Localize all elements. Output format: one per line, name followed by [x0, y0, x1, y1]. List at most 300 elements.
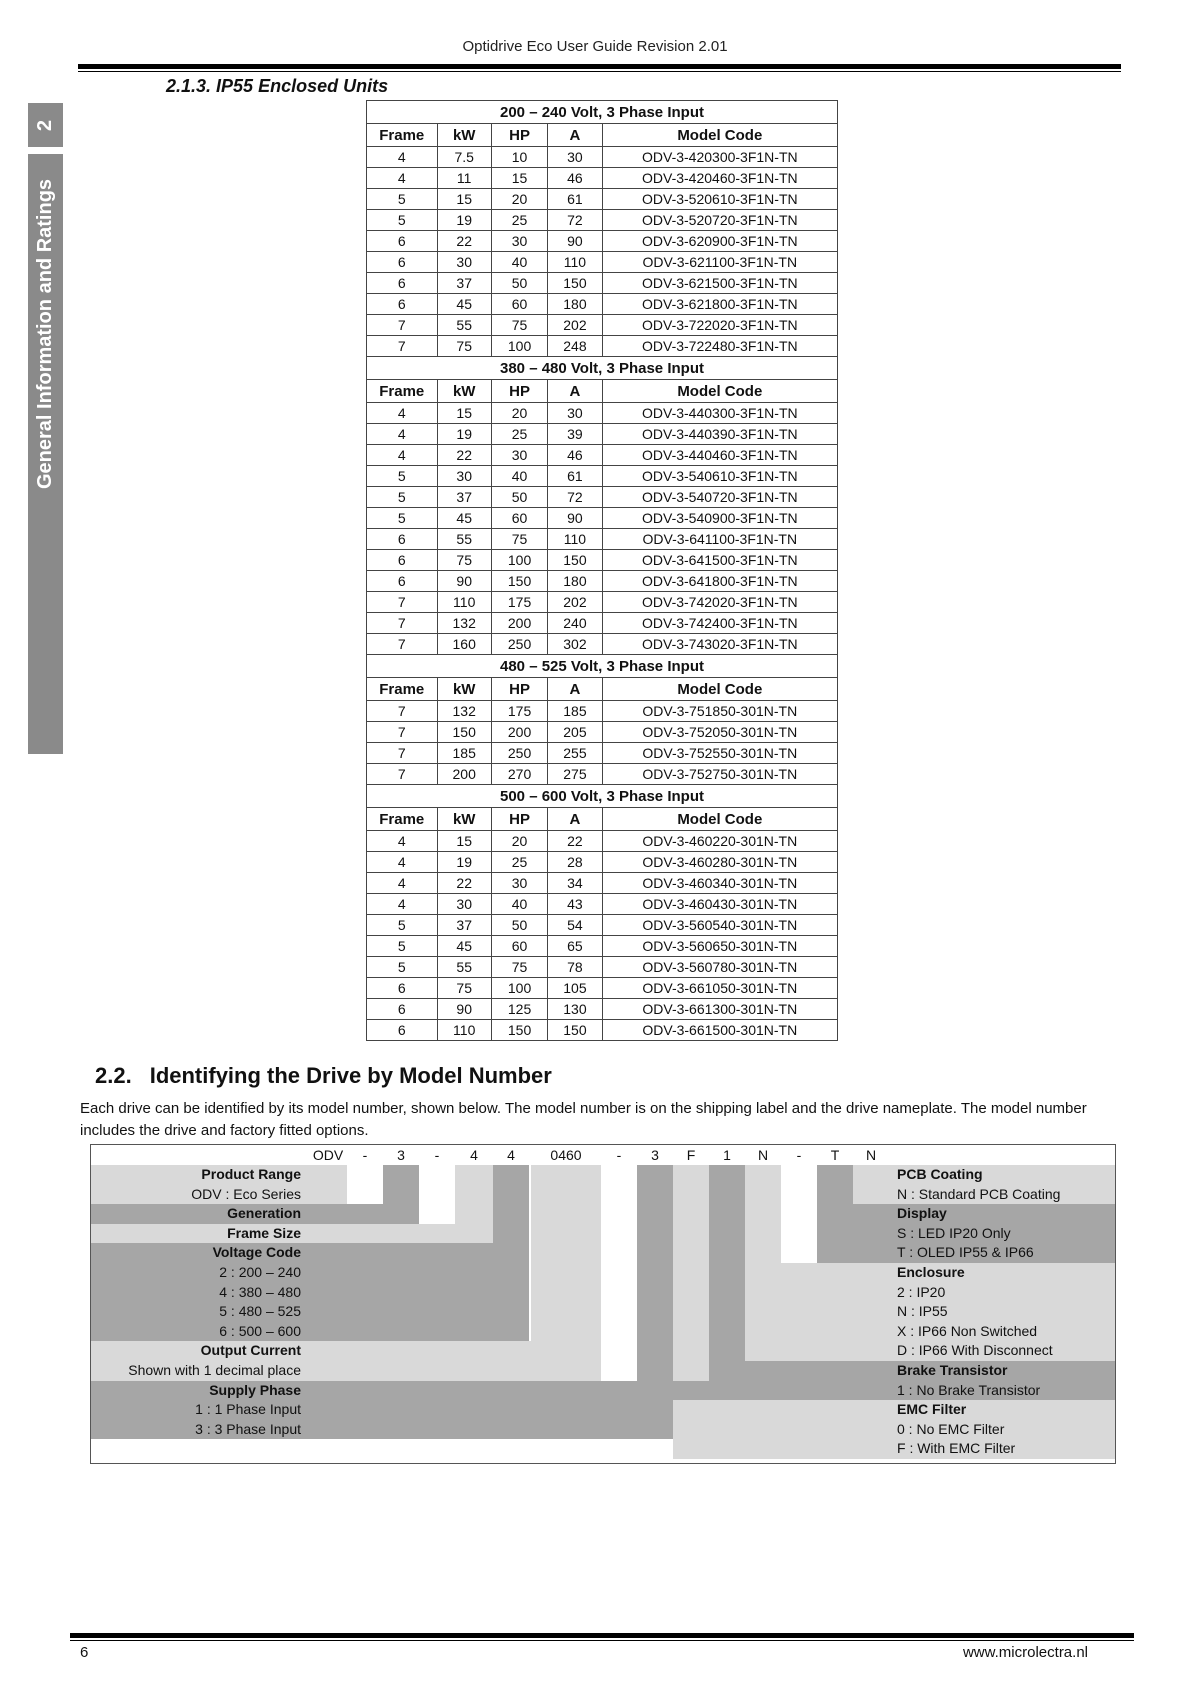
table-cell: 150	[548, 273, 602, 294]
table-cell: 105	[548, 978, 602, 999]
model-segment: -	[616, 1147, 622, 1163]
voltage-group-row	[367, 655, 838, 678]
field-label: Supply Phase	[209, 1381, 301, 1398]
table-cell: 250	[491, 743, 547, 764]
table-cell: 180	[548, 294, 602, 315]
table-cell: 5	[367, 508, 438, 529]
table-cell: 6	[367, 294, 438, 315]
table-row	[367, 210, 838, 231]
chapter-side-tab	[28, 154, 63, 754]
table-row	[367, 508, 838, 529]
table-cell: 5	[367, 957, 438, 978]
page-number: 6	[80, 1644, 89, 1661]
footer-rule-thin	[70, 1640, 1134, 1641]
subsection-title: 2.1.3. IP55 Enclosed Units	[166, 76, 389, 96]
table-cell: 28	[548, 852, 602, 873]
table-cell: 5	[367, 487, 438, 508]
field-label: Brake Transistor	[897, 1362, 1008, 1378]
field-label: Output Current	[200, 1342, 301, 1359]
table-cell: 4	[367, 168, 438, 189]
table-row	[367, 571, 838, 592]
model-segment: 3	[651, 1147, 659, 1163]
table-cell: 55	[437, 529, 491, 550]
table-cell: ODV-3-641800-3F1N-TN	[602, 571, 837, 592]
table-cell: 250	[491, 634, 547, 655]
table-cell: 200	[491, 613, 547, 634]
table-row	[367, 252, 838, 273]
table-cell: ODV-3-460430-301N-TN	[602, 894, 837, 915]
table-cell: 20	[491, 189, 547, 210]
table-cell: 4	[367, 445, 438, 466]
table-cell: 6	[367, 273, 438, 294]
table-cell: 10	[491, 147, 547, 168]
table-cell: ODV-3-460220-301N-TN	[602, 831, 837, 852]
table-cell: ODV-3-621800-3F1N-TN	[602, 294, 837, 315]
table-cell: 15	[437, 189, 491, 210]
table-cell: ODV-3-460280-301N-TN	[602, 852, 837, 873]
table-row	[367, 613, 838, 634]
voltage-group-title: 380 – 480 Volt, 3 Phase Input	[367, 357, 838, 380]
table-cell: ODV-3-520720-3F1N-TN	[602, 210, 837, 231]
table-cell: 25	[491, 424, 547, 445]
table-cell: 5	[367, 915, 438, 936]
column-header-row	[367, 808, 838, 831]
table-cell: 55	[437, 315, 491, 336]
table-cell: 4	[367, 424, 438, 445]
table-row	[367, 466, 838, 487]
column-header: HP	[491, 808, 547, 831]
table-cell: 90	[437, 999, 491, 1020]
field-option: S : LED IP20 Only	[897, 1224, 1011, 1241]
table-cell: 90	[548, 508, 602, 529]
table-cell: 110	[437, 1020, 491, 1041]
table-cell: 4	[367, 147, 438, 168]
table-cell: 7	[367, 592, 438, 613]
table-cell: 30	[437, 466, 491, 487]
field-label: Enclosure	[897, 1264, 965, 1280]
table-row	[367, 1020, 838, 1041]
table-cell: 275	[548, 764, 602, 785]
table-cell: 7.5	[437, 147, 491, 168]
table-cell: 45	[437, 294, 491, 315]
table-cell: 37	[437, 915, 491, 936]
field-label: EMC Filter	[897, 1401, 967, 1418]
connector-band	[309, 1341, 601, 1380]
table-cell: 130	[548, 999, 602, 1020]
field-option: 5 : 480 – 525	[219, 1303, 301, 1320]
table-cell: 248	[548, 336, 602, 357]
field-option: 1 : 1 Phase Input	[195, 1401, 301, 1418]
table-cell: 100	[491, 978, 547, 999]
table-cell: 34	[548, 873, 602, 894]
table-cell: 30	[437, 894, 491, 915]
table-cell: ODV-3-751850-301N-TN	[602, 701, 837, 722]
ratings-table	[366, 100, 838, 1041]
table-cell: 25	[491, 210, 547, 231]
table-row	[367, 894, 838, 915]
table-cell: ODV-3-440460-3F1N-TN	[602, 445, 837, 466]
table-cell: ODV-3-620900-3F1N-TN	[602, 231, 837, 252]
table-cell: ODV-3-560780-301N-TN	[602, 957, 837, 978]
table-cell: 4	[367, 831, 438, 852]
table-cell: 45	[437, 936, 491, 957]
table-cell: ODV-3-722020-3F1N-TN	[602, 315, 837, 336]
table-cell: ODV-3-460340-301N-TN	[602, 873, 837, 894]
table-row	[367, 764, 838, 785]
table-cell: ODV-3-742020-3F1N-TN	[602, 592, 837, 613]
table-cell: 30	[491, 873, 547, 894]
table-cell: 75	[491, 529, 547, 550]
table-cell: 125	[491, 999, 547, 1020]
field-option: T : OLED IP55 & IP66	[897, 1244, 1034, 1261]
table-cell: 50	[491, 273, 547, 294]
voltage-group-row	[367, 785, 838, 808]
table-row	[367, 634, 838, 655]
table-cell: 200	[437, 764, 491, 785]
table-cell: 90	[437, 571, 491, 592]
table-cell: 6	[367, 1020, 438, 1041]
table-cell: 6	[367, 571, 438, 592]
table-cell: 75	[437, 978, 491, 999]
table-cell: ODV-3-641500-3F1N-TN	[602, 550, 837, 571]
model-segment: ODV	[312, 1147, 344, 1163]
table-row	[367, 147, 838, 168]
table-cell: 302	[548, 634, 602, 655]
table-cell: 202	[548, 592, 602, 613]
table-cell: ODV-3-540900-3F1N-TN	[602, 508, 837, 529]
table-cell: 150	[491, 1020, 547, 1041]
table-cell: 150	[491, 571, 547, 592]
table-cell: 65	[548, 936, 602, 957]
table-cell: 200	[491, 722, 547, 743]
table-cell: 55	[437, 957, 491, 978]
model-segment: -	[362, 1147, 368, 1163]
table-cell: 180	[548, 571, 602, 592]
table-cell: 90	[548, 231, 602, 252]
field-option: 2 : IP20	[897, 1283, 946, 1300]
table-cell: ODV-3-661050-301N-TN	[602, 978, 837, 999]
table-row	[367, 852, 838, 873]
table-cell: ODV-3-722480-3F1N-TN	[602, 336, 837, 357]
table-cell: 43	[548, 894, 602, 915]
field-label: Display	[897, 1205, 947, 1222]
column-header-row	[367, 380, 838, 403]
table-cell: 25	[491, 852, 547, 873]
table-cell: 7	[367, 701, 438, 722]
table-cell: 5	[367, 210, 438, 231]
table-cell: 150	[548, 1020, 602, 1041]
column-header: Frame	[367, 380, 438, 403]
column-header: HP	[491, 124, 547, 147]
field-option: X : IP66 Non Switched	[897, 1322, 1038, 1339]
table-cell: 7	[367, 722, 438, 743]
field-option: 2 : 200 – 240	[219, 1264, 301, 1280]
table-cell: 19	[437, 210, 491, 231]
table-row	[367, 445, 838, 466]
table-cell: 6	[367, 529, 438, 550]
field-option: N : Standard PCB Coating	[897, 1185, 1061, 1202]
column-header: HP	[491, 678, 547, 701]
table-row	[367, 999, 838, 1020]
table-row	[367, 978, 838, 999]
connector-band	[709, 1361, 889, 1400]
table-row	[367, 915, 838, 936]
column-header: kW	[437, 124, 491, 147]
column-header: Model Code	[602, 380, 837, 403]
table-cell: 61	[548, 466, 602, 487]
table-cell: 78	[548, 957, 602, 978]
table-cell: 39	[548, 424, 602, 445]
table-cell: 30	[491, 231, 547, 252]
connector-band	[309, 1204, 419, 1224]
field-option: 6 : 500 – 600	[219, 1322, 301, 1339]
table-cell: ODV-3-540610-3F1N-TN	[602, 466, 837, 487]
table-cell: 255	[548, 743, 602, 764]
table-cell: ODV-3-641100-3F1N-TN	[602, 529, 837, 550]
table-row	[367, 529, 838, 550]
table-cell: 4	[367, 403, 438, 424]
table-cell: 6	[367, 999, 438, 1020]
table-row	[367, 701, 838, 722]
table-cell: 6	[367, 231, 438, 252]
table-cell: ODV-3-420460-3F1N-TN	[602, 168, 837, 189]
model-segment: -	[796, 1147, 802, 1163]
table-cell: ODV-3-621500-3F1N-TN	[602, 273, 837, 294]
table-cell: 4	[367, 873, 438, 894]
column-header: Frame	[367, 124, 438, 147]
voltage-group-row	[367, 101, 838, 124]
column-header-row	[367, 678, 838, 701]
table-cell: 7	[367, 613, 438, 634]
table-cell: ODV-3-661300-301N-TN	[602, 999, 837, 1020]
table-cell: ODV-3-560540-301N-TN	[602, 915, 837, 936]
chapter-number-tab	[28, 103, 63, 147]
model-segment: T	[830, 1147, 840, 1163]
table-cell: 40	[491, 252, 547, 273]
connector-band	[309, 1224, 493, 1244]
table-cell: ODV-3-752750-301N-TN	[602, 764, 837, 785]
table-cell: 7	[367, 743, 438, 764]
field-label: Frame Size	[227, 1224, 301, 1241]
table-cell: 240	[548, 613, 602, 634]
model-segment: 4	[470, 1147, 478, 1163]
model-segment: N	[865, 1147, 877, 1163]
table-cell: 22	[437, 445, 491, 466]
table-row	[367, 315, 838, 336]
table-row	[367, 936, 838, 957]
table-cell: 132	[437, 701, 491, 722]
table-cell: 185	[548, 701, 602, 722]
footer-url: www.microlectra.nl	[962, 1644, 1088, 1661]
table-cell: 205	[548, 722, 602, 743]
section-heading	[95, 1063, 552, 1089]
column-header: kW	[437, 678, 491, 701]
table-cell: 72	[548, 210, 602, 231]
table-cell: 6	[367, 252, 438, 273]
table-row	[367, 294, 838, 315]
running-header: Optidrive Eco User Guide Revision 2.01	[462, 38, 728, 55]
field-label: Generation	[227, 1205, 301, 1222]
column-header: A	[548, 380, 602, 403]
table-cell: 5	[367, 189, 438, 210]
section-number: 2.2.	[95, 1063, 132, 1088]
field-option: 1 : No Brake Transistor	[897, 1381, 1041, 1398]
table-cell: 110	[548, 529, 602, 550]
table-cell: ODV-3-743020-3F1N-TN	[602, 634, 837, 655]
table-cell: 5	[367, 466, 438, 487]
connector-band	[673, 1400, 889, 1459]
table-cell: 60	[491, 936, 547, 957]
table-cell: 20	[491, 403, 547, 424]
column-header: Model Code	[602, 678, 837, 701]
model-number-breakdown	[90, 1144, 1116, 1464]
table-cell: 15	[437, 403, 491, 424]
column-header-row	[367, 124, 838, 147]
table-cell: 160	[437, 634, 491, 655]
table-cell: 15	[491, 168, 547, 189]
table-cell: 175	[491, 701, 547, 722]
model-segment: N	[757, 1147, 769, 1163]
table-row	[367, 168, 838, 189]
table-cell: 150	[437, 722, 491, 743]
table-cell: 37	[437, 487, 491, 508]
table-cell: 22	[548, 831, 602, 852]
table-cell: 19	[437, 424, 491, 445]
connector-band	[745, 1263, 889, 1361]
table-cell: 4	[367, 852, 438, 873]
field-label: PCB Coating	[897, 1166, 983, 1182]
field-option: 0 : No EMC Filter	[897, 1420, 1005, 1437]
field-option: Shown with 1 decimal place	[128, 1362, 301, 1378]
model-segment: -	[434, 1147, 440, 1163]
table-row	[367, 592, 838, 613]
field-option: 3 : 3 Phase Input	[195, 1420, 301, 1437]
table-row	[367, 487, 838, 508]
table-cell: 270	[491, 764, 547, 785]
model-segment: 0460	[550, 1147, 582, 1163]
table-cell: 20	[491, 831, 547, 852]
table-cell: 19	[437, 852, 491, 873]
table-cell: 7	[367, 336, 438, 357]
table-cell: 30	[491, 445, 547, 466]
voltage-group-title: 480 – 525 Volt, 3 Phase Input	[367, 655, 838, 678]
column-header: Model Code	[602, 808, 837, 831]
header-rule	[78, 64, 1121, 69]
table-cell: ODV-3-420300-3F1N-TN	[602, 147, 837, 168]
field-option: ODV : Eco Series	[191, 1185, 301, 1202]
table-cell: 45	[437, 508, 491, 529]
column-header: HP	[491, 380, 547, 403]
table-cell: 132	[437, 613, 491, 634]
table-cell: 40	[491, 894, 547, 915]
table-cell: 185	[437, 743, 491, 764]
table-cell: ODV-3-752550-301N-TN	[602, 743, 837, 764]
table-cell: 6	[367, 550, 438, 571]
field-option: F : With EMC Filter	[897, 1440, 1016, 1457]
table-cell: ODV-3-621100-3F1N-TN	[602, 252, 837, 273]
table-cell: 75	[437, 336, 491, 357]
table-cell: 15	[437, 831, 491, 852]
table-row	[367, 873, 838, 894]
table-cell: 100	[491, 550, 547, 571]
table-cell: ODV-3-540720-3F1N-TN	[602, 487, 837, 508]
table-cell: 75	[437, 550, 491, 571]
column-header: A	[548, 808, 602, 831]
column-header: kW	[437, 808, 491, 831]
table-cell: 7	[367, 764, 438, 785]
table-cell: ODV-3-742400-3F1N-TN	[602, 613, 837, 634]
column-header: Frame	[367, 678, 438, 701]
table-cell: 54	[548, 915, 602, 936]
table-cell: ODV-3-752050-301N-TN	[602, 722, 837, 743]
connector-band	[309, 1243, 529, 1341]
table-cell: 6	[367, 978, 438, 999]
voltage-group-title: 500 – 600 Volt, 3 Phase Input	[367, 785, 838, 808]
table-row	[367, 743, 838, 764]
left-labels	[91, 1165, 301, 1459]
table-cell: 175	[491, 592, 547, 613]
connector-band	[817, 1204, 889, 1263]
section-title: Identifying the Drive by Model Number	[149, 1063, 552, 1088]
table-cell: 46	[548, 445, 602, 466]
voltage-group-title: 200 – 240 Volt, 3 Phase Input	[367, 101, 838, 124]
table-cell: ODV-3-440390-3F1N-TN	[602, 424, 837, 445]
column-header: A	[548, 124, 602, 147]
table-cell: 110	[548, 252, 602, 273]
table-cell: 75	[491, 957, 547, 978]
table-row	[367, 336, 838, 357]
table-cell: 22	[437, 231, 491, 252]
connector-band	[309, 1165, 347, 1204]
field-label: Voltage Code	[212, 1244, 301, 1261]
table-row	[367, 403, 838, 424]
header-rule-thin	[78, 71, 1121, 72]
connector-band	[853, 1165, 889, 1204]
table-cell: 30	[548, 403, 602, 424]
voltage-group-row	[367, 357, 838, 380]
column-header: Model Code	[602, 124, 837, 147]
table-cell: 22	[437, 873, 491, 894]
section-intro: Each drive can be identified by its model number, shown below. The model number is on the shipping label and the drive nameplate. The model number includes the drive and factory fitted options.	[80, 1100, 1087, 1139]
table-cell: 60	[491, 294, 547, 315]
table-cell: 11	[437, 168, 491, 189]
table-row	[367, 231, 838, 252]
table-cell: 7	[367, 634, 438, 655]
table-cell: 100	[491, 336, 547, 357]
table-row	[367, 831, 838, 852]
column-header: A	[548, 678, 602, 701]
column-header: kW	[437, 380, 491, 403]
table-row	[367, 957, 838, 978]
model-segment: F	[686, 1147, 696, 1163]
table-cell: 61	[548, 189, 602, 210]
table-cell: ODV-3-440300-3F1N-TN	[602, 403, 837, 424]
table-cell: 72	[548, 487, 602, 508]
table-cell: ODV-3-520610-3F1N-TN	[602, 189, 837, 210]
table-cell: 150	[548, 550, 602, 571]
chapter-number: 2	[34, 119, 56, 131]
model-segment: 4	[507, 1147, 515, 1163]
table-cell: 60	[491, 508, 547, 529]
table-row	[367, 189, 838, 210]
table-cell: 50	[491, 915, 547, 936]
table-cell: 110	[437, 592, 491, 613]
field-option: D : IP66 With Disconnect	[897, 1342, 1053, 1359]
table-row	[367, 722, 838, 743]
table-cell: 50	[491, 487, 547, 508]
table-cell: 4	[367, 894, 438, 915]
table-cell: 37	[437, 273, 491, 294]
